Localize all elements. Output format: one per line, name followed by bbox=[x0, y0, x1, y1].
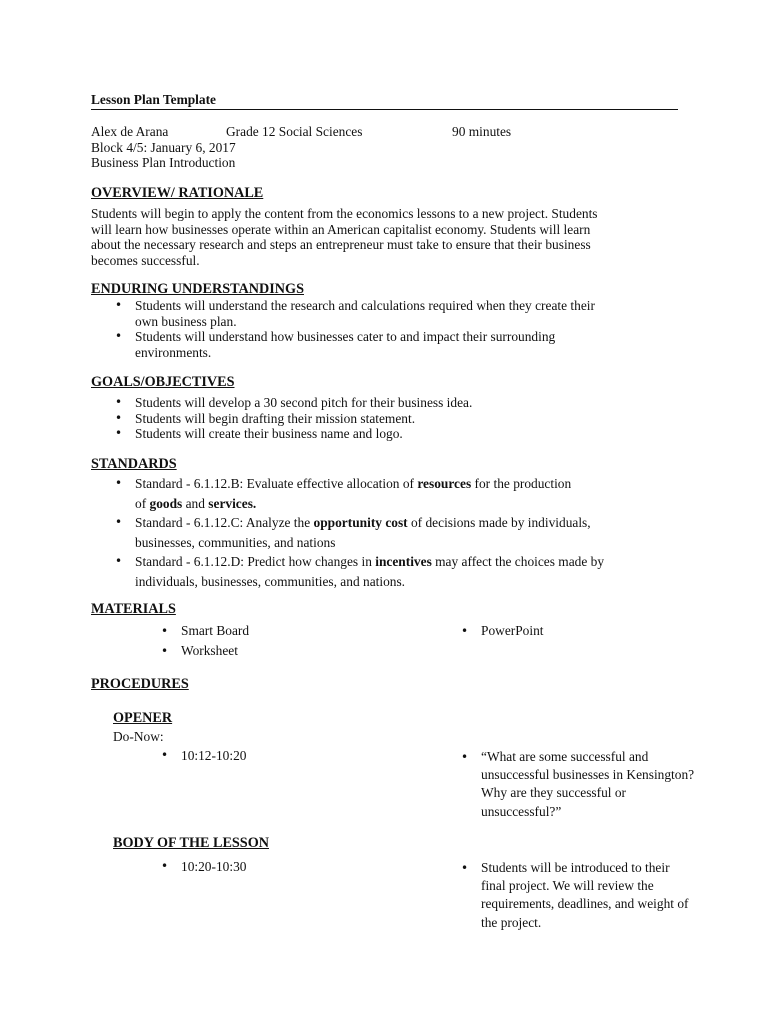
standard-text: Standard - 6.1.12.D: Predict how changes in bbox=[135, 554, 376, 569]
materials-heading: MATERIALS bbox=[91, 601, 176, 617]
overview-heading: OVERVIEW/ RATIONALE bbox=[91, 185, 264, 201]
list-item-line: environments. bbox=[135, 344, 212, 360]
list-item-line: • “What are some successful and bbox=[481, 749, 649, 764]
do-now-label: Do-Now: bbox=[113, 729, 164, 744]
opener-time-list bbox=[137, 748, 397, 764]
list-item-line bbox=[135, 513, 711, 533]
enduring-heading: ENDURING UNDERSTANDINGS bbox=[91, 281, 304, 297]
list-item-line: requirements, deadlines, and weight of bbox=[481, 896, 689, 912]
overview-line: will learn how businesses operate within an American capitalist economy. Students will learn bbox=[91, 221, 591, 237]
list-item-line: the project. bbox=[481, 914, 542, 930]
list-item-line: unsuccessful?” bbox=[481, 803, 562, 819]
standard-text: may affect the choices made by bbox=[431, 554, 605, 569]
list-item: • Worksheet bbox=[137, 641, 397, 661]
enduring-list bbox=[91, 298, 691, 360]
list-item-line: own business plan. bbox=[135, 313, 237, 329]
standard-text: for the production bbox=[471, 476, 572, 491]
overview-line: about the necessary research and steps an entrepreneur must take to ensure that their business bbox=[91, 237, 591, 253]
list-item: • Students will begin drafting their mission statement. bbox=[91, 411, 691, 427]
overview-line: becomes successful. bbox=[91, 252, 200, 268]
list-item-line: unsuccessful businesses in Kensington? bbox=[481, 767, 695, 783]
standard-text: of bbox=[135, 495, 150, 511]
list-item: • Students will develop a 30 second pitch for their business idea. bbox=[91, 395, 691, 411]
standard-keyword: incentives bbox=[375, 554, 432, 569]
body-heading: BODY OF THE LESSON bbox=[113, 835, 269, 851]
standard-text: of decisions made by individuals, bbox=[407, 515, 591, 530]
list-item: • 10:12-10:20 bbox=[137, 748, 397, 764]
materials-list-right bbox=[437, 621, 697, 641]
list-item bbox=[437, 748, 727, 821]
materials-list-left bbox=[137, 621, 397, 661]
block-date: Block 4/5: January 6, 2017 bbox=[91, 140, 236, 155]
list-item-line: individuals, businesses, communities, and nations. bbox=[135, 573, 406, 589]
list-item-line: final project. We will review the bbox=[481, 878, 654, 894]
goals-list bbox=[91, 395, 691, 442]
list-item bbox=[91, 513, 711, 552]
standard-keyword: goods bbox=[149, 495, 183, 511]
list-item bbox=[91, 552, 711, 591]
standard-keyword: services. bbox=[208, 495, 257, 511]
standard-text: and bbox=[182, 495, 209, 511]
standards-heading: STANDARDS bbox=[91, 456, 177, 472]
list-item: • Smart Board bbox=[137, 621, 397, 641]
standards-list bbox=[91, 474, 711, 591]
grade-subject: Grade 12 Social Sciences bbox=[226, 124, 363, 139]
list-item-line: Why are they successful or bbox=[481, 785, 627, 801]
lesson-topic: Business Plan Introduction bbox=[91, 155, 236, 170]
lesson-duration: 90 minutes bbox=[452, 124, 512, 139]
list-item bbox=[91, 329, 691, 360]
standard-keyword: opportunity cost bbox=[313, 515, 408, 530]
list-item-line: • Students will understand how businesses cater to and impact their surrounding bbox=[135, 329, 556, 345]
overview-paragraph bbox=[91, 206, 666, 268]
opener-desc-list bbox=[437, 748, 727, 821]
list-item: • PowerPoint bbox=[437, 621, 697, 641]
list-item-line: • Students will be introduced to their bbox=[481, 860, 670, 875]
list-item-line: businesses, communities, and nations bbox=[135, 534, 336, 550]
goals-heading: GOALS/OBJECTIVES bbox=[91, 374, 235, 390]
list-item-line: • Students will understand the research and calculations required when they create their bbox=[135, 298, 595, 313]
document-title: Lesson Plan Template bbox=[91, 92, 678, 110]
overview-line: Students will begin to apply the content from the economics lessons to a new project. Students bbox=[91, 206, 598, 221]
standard-text: Standard - 6.1.12.C: Analyze the bbox=[135, 515, 314, 530]
list-item bbox=[91, 298, 691, 329]
list-item-line bbox=[135, 494, 711, 514]
list-item: • 10:20-10:30 bbox=[137, 859, 397, 875]
list-item bbox=[437, 859, 727, 932]
list-item-line bbox=[135, 552, 711, 572]
standard-keyword: resources bbox=[417, 476, 472, 491]
procedures-heading: PROCEDURES bbox=[91, 676, 189, 692]
list-item bbox=[91, 474, 711, 513]
body-time-list bbox=[137, 859, 397, 875]
list-item-line bbox=[135, 474, 711, 494]
teacher-name: Alex de Arana bbox=[91, 124, 169, 139]
list-item: • Students will create their business name and logo. bbox=[91, 426, 691, 442]
body-desc-list bbox=[437, 859, 727, 932]
standard-text: Standard - 6.1.12.B: Evaluate effective allocation of bbox=[135, 476, 418, 491]
opener-heading: OPENER bbox=[113, 710, 173, 726]
